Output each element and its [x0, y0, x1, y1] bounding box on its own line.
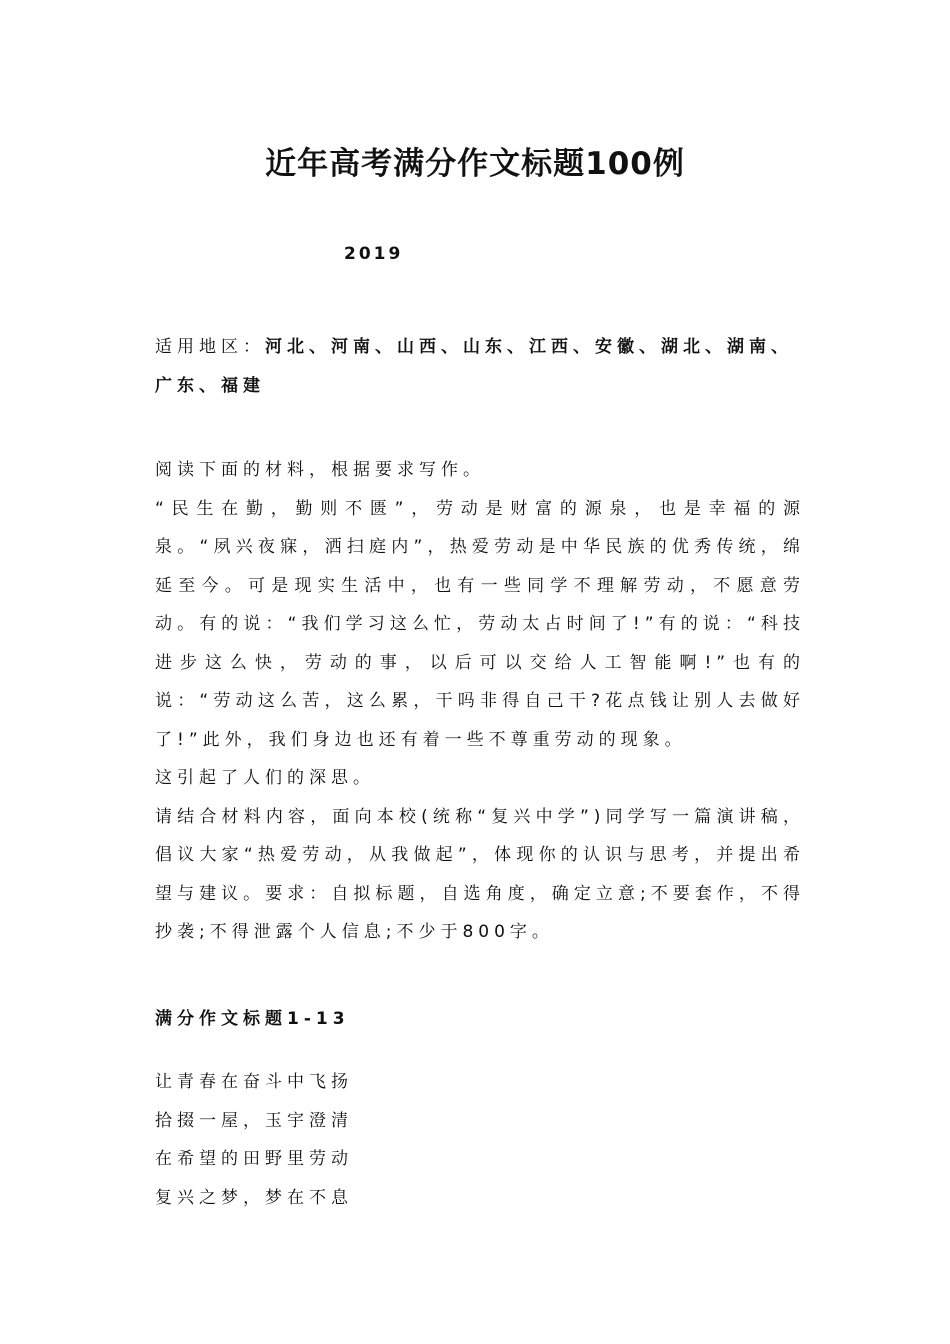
- essay-prompt: [155, 451, 805, 952]
- list-item: 在希望的田野里劳动: [155, 1149, 353, 1169]
- prompt-paragraph: “民生在勤，勤则不匮”，劳动是财富的源泉，也是幸福的源泉。“夙兴夜寐，洒扫庭内”，热爱劳动是中华民族的优秀传统，绵延至今。可是现实生活中，也有一些同学不理解劳动，不愿意劳动。有的说：“我们学习这么忙，劳动太占时间了!”有的说：“科技进步这么快，劳动的事，以后可以交给人工智能啊!”也有的说：“劳动这么苦，这么累，干吗非得自己干?花点钱让别人去做好了!”此外，我们身边也还有着一些不尊重劳动的现象。: [155, 498, 805, 750]
- list-item: 拾掇一屋，玉宇澄清: [155, 1110, 353, 1131]
- section-heading: 满分作文标题1-13: [155, 1009, 350, 1029]
- document-title: 近年高考满分作文标题100例: [265, 146, 685, 182]
- region-list: 河北、河南、山西、山东、江西、安徽、湖北、湖南、广东、福建: [155, 337, 793, 396]
- prompt-paragraph: 阅读下面的材料，根据要求写作。: [155, 460, 485, 480]
- region-label: 适用地区：: [155, 337, 265, 357]
- essay-title-list: [155, 1063, 805, 1217]
- list-item: 复兴之梦，梦在不息: [155, 1187, 353, 1208]
- applicable-regions: [155, 328, 805, 406]
- prompt-paragraph: 这引起了人们的深思。: [155, 768, 375, 788]
- list-item: 让青春在奋斗中飞扬: [155, 1072, 353, 1092]
- year-label: 2019: [344, 244, 404, 264]
- prompt-paragraph: 请结合材料内容，面向本校(统称“复兴中学”)同学写一篇演讲稿，倡议大家“热爱劳动，从我做起”，体现你的认识与思考，并提出希望与建议。要求：自拟标题，自选角度，确定立意;不要套作，不得抄袭;不得泄露个人信息;不少于800字。: [155, 806, 805, 942]
